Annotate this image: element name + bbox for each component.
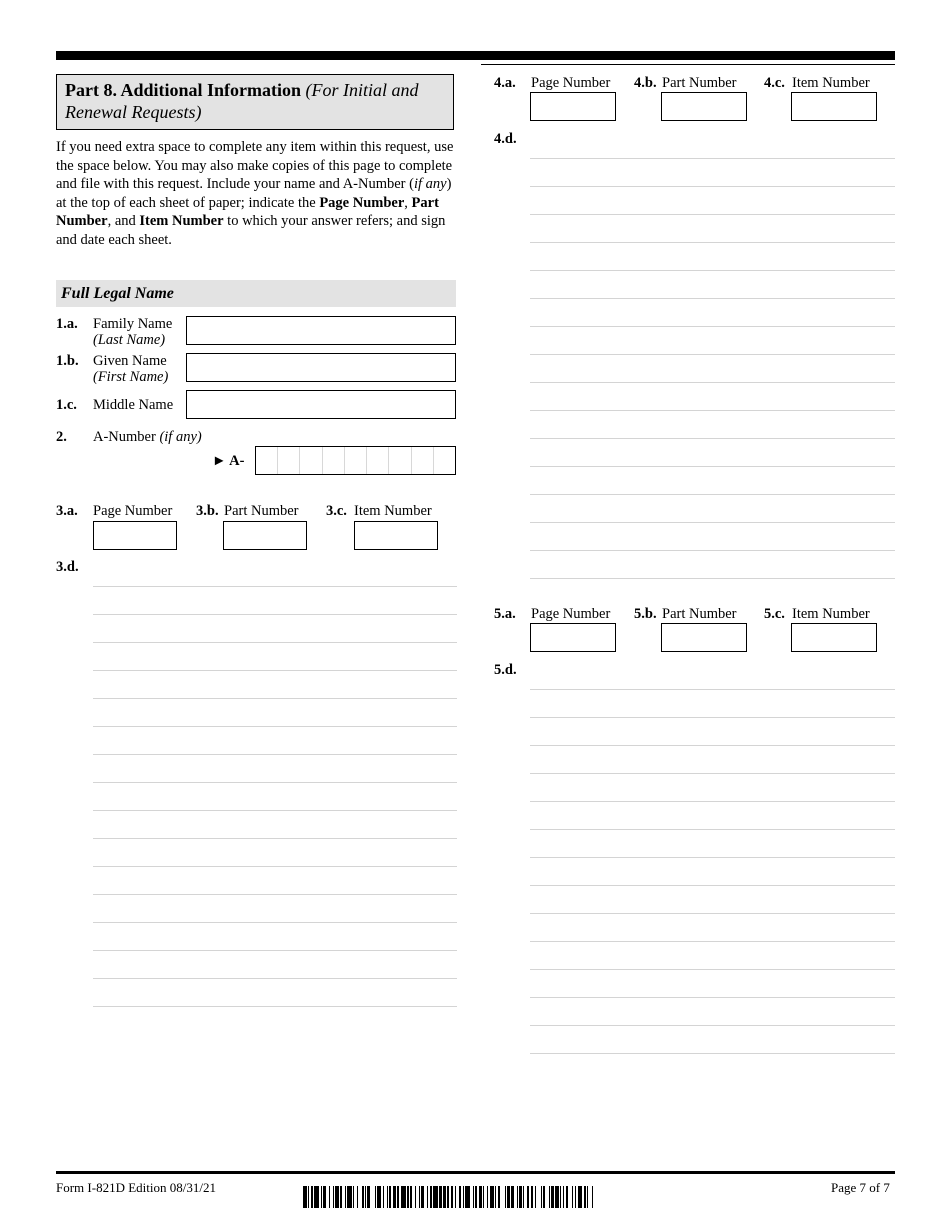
writing-line <box>530 438 895 439</box>
part-number-field-4[interactable] <box>661 92 747 121</box>
part-number-field-5[interactable] <box>661 623 747 652</box>
item-number-5d: 5.d. <box>494 662 517 678</box>
item-number-4c: 4.c. <box>764 75 785 91</box>
writing-line <box>93 950 457 951</box>
top-rule <box>56 51 895 60</box>
writing-line <box>530 578 895 579</box>
instructions-paragraph: If you need extra space to complete any item within this request, use the space below. You may also make copies of this page to complete and file with this request. Include your name and A-Number (if any) at the top of each sheet of paper; indicate the Page Number, Part Number, and Item Number to which your answer refers; and sign and date each sheet. <box>56 139 454 248</box>
part-header <box>56 74 454 130</box>
part-title: Part 8. Additional Information <box>65 80 302 100</box>
writing-line <box>93 642 457 643</box>
writing-line <box>530 494 895 495</box>
writing-line <box>530 857 895 858</box>
page-number-field-3[interactable] <box>93 521 177 550</box>
writing-line <box>93 726 457 727</box>
writing-line <box>530 885 895 886</box>
writing-line <box>530 717 895 718</box>
middle-name-field[interactable] <box>186 390 456 419</box>
writing-line <box>530 186 895 187</box>
writing-line <box>530 941 895 942</box>
item-number-5a: 5.a. <box>494 606 516 622</box>
page-number-label-5: Page Number <box>531 606 611 622</box>
anumber-label: A-Number (if any) <box>93 429 202 445</box>
part-number-label-4: Part Number <box>662 75 737 91</box>
writing-line <box>93 866 457 867</box>
item-number-5c: 5.c. <box>764 606 785 622</box>
barcode <box>303 1186 711 1208</box>
given-name-label: Given Name (First Name) <box>93 353 169 385</box>
item-number-3d: 3.d. <box>56 559 79 575</box>
item-number-label-5: Item Number <box>792 606 870 622</box>
form-edition: Form I-821D Edition 08/31/21 <box>56 1180 216 1195</box>
item-number-field-4[interactable] <box>791 92 877 121</box>
writing-line <box>530 1053 895 1054</box>
page-number-label-3: Page Number <box>93 503 173 519</box>
item-number-4a: 4.a. <box>494 75 516 91</box>
part-subtitle: (For Initial and Renewal Requests) <box>65 80 419 122</box>
footer-rule <box>56 1171 895 1174</box>
page-number-field-4[interactable] <box>530 92 616 121</box>
item-number-field-3[interactable] <box>354 521 438 550</box>
top-rule-right <box>481 64 895 65</box>
writing-line <box>530 550 895 551</box>
item-number-1b: 1.b. <box>56 353 79 369</box>
middle-name-label: Middle Name <box>93 397 174 413</box>
writing-line <box>93 782 457 783</box>
item-number-2: 2. <box>56 429 67 445</box>
writing-line <box>530 382 895 383</box>
writing-line <box>530 270 895 271</box>
item-number-label-4: Item Number <box>792 75 870 91</box>
anumber-field[interactable] <box>255 446 456 475</box>
item-number-1a: 1.a. <box>56 316 78 332</box>
item-number-3a: 3.a. <box>56 503 78 519</box>
writing-line <box>530 745 895 746</box>
writing-line <box>530 326 895 327</box>
answer-lines-5d[interactable] <box>530 689 895 1053</box>
item-number-4d: 4.d. <box>494 131 517 147</box>
item-number-3b: 3.b. <box>196 503 219 519</box>
writing-line <box>530 410 895 411</box>
section-heading-legal-name: Full Legal Name <box>56 280 456 307</box>
item-number-4b: 4.b. <box>634 75 657 91</box>
writing-line <box>530 466 895 467</box>
writing-line <box>93 698 457 699</box>
writing-line <box>530 158 895 159</box>
answer-lines-4d[interactable] <box>530 158 895 579</box>
writing-line <box>93 754 457 755</box>
item-number-label-3: Item Number <box>354 503 432 519</box>
family-name-label: Family Name (Last Name) <box>93 316 173 348</box>
given-name-field[interactable] <box>186 353 456 382</box>
writing-line <box>530 242 895 243</box>
writing-line <box>530 522 895 523</box>
anumber-prefix: ► A- <box>212 453 245 469</box>
writing-line <box>530 214 895 215</box>
writing-line <box>93 922 457 923</box>
writing-line <box>530 969 895 970</box>
writing-line <box>530 801 895 802</box>
writing-line <box>93 1006 457 1007</box>
item-number-3c: 3.c. <box>326 503 347 519</box>
part-number-label-3: Part Number <box>224 503 299 519</box>
page-number-label-4: Page Number <box>531 75 611 91</box>
writing-line <box>530 689 895 690</box>
page-indicator: Page 7 of 7 <box>831 1180 890 1195</box>
writing-line <box>93 838 457 839</box>
part-number-field-3[interactable] <box>223 521 307 550</box>
writing-line <box>93 978 457 979</box>
part-number-label-5: Part Number <box>662 606 737 622</box>
answer-lines-3d[interactable] <box>93 586 457 1006</box>
page-number-field-5[interactable] <box>530 623 616 652</box>
item-number-5b: 5.b. <box>634 606 657 622</box>
writing-line <box>93 810 457 811</box>
writing-line <box>93 614 457 615</box>
writing-line <box>530 773 895 774</box>
writing-line <box>530 1025 895 1026</box>
writing-line <box>530 298 895 299</box>
item-number-field-5[interactable] <box>791 623 877 652</box>
writing-line <box>93 670 457 671</box>
writing-line <box>530 829 895 830</box>
writing-line <box>530 913 895 914</box>
family-name-field[interactable] <box>186 316 456 345</box>
barcode-bar <box>593 1186 595 1208</box>
writing-line <box>93 586 457 587</box>
writing-line <box>530 354 895 355</box>
writing-line <box>93 894 457 895</box>
item-number-1c: 1.c. <box>56 397 77 413</box>
writing-line <box>530 997 895 998</box>
